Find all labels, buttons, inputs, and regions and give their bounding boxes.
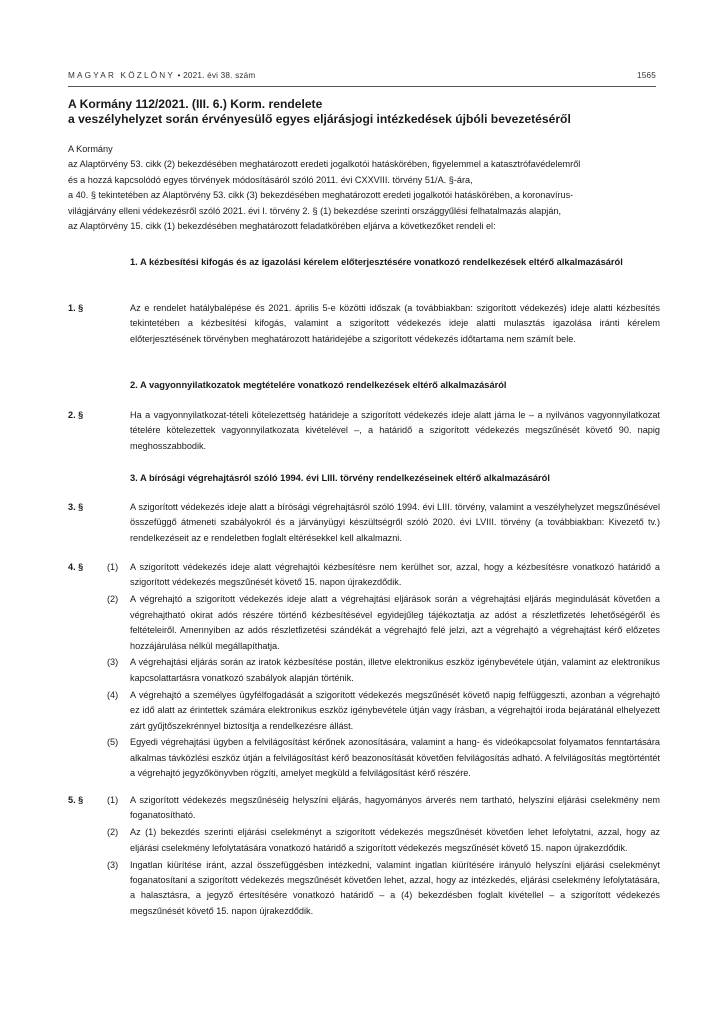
subsection-number: (3) <box>107 859 119 870</box>
subsection-number: (3) <box>107 657 119 668</box>
subsection-number: (2) <box>107 827 119 838</box>
paragraph-number: 5. § <box>68 795 84 805</box>
journal-name: MAGYAR KÖZLÖNY <box>68 71 176 80</box>
paragraph-4 <box>68 560 660 783</box>
paragraph-text: Az e rendelet hatálybalépése és 2021. április 5-e közötti időszak (a továbbiakban: szigorított védekezés) ideje alatti kézbesítés tekintetében a kézbesítési kifogás, valamint a szigorított védekezés ideje alatti mulasztás igazolása iránti kérelem előterjesztésének törvényben meghatározott határidejébe a szigorított védekezés időtartama nem számít bele. <box>130 303 660 344</box>
subsection <box>107 858 660 920</box>
subsection-number: (5) <box>107 737 119 748</box>
paragraph-1 <box>68 301 660 347</box>
paragraph-number: 4. § <box>68 562 84 572</box>
subsection-text: A szigorított védekezés ideje alatt végrehajtói kézbesítésre nem kerülhet sor, azzal, hogy a kézbesítésre vonatkozó határidő a szigorított védekezés megszűnését követő 15. napon újrakezdődik. <box>130 562 660 588</box>
section-heading-3: 3. A bírósági végrehajtásról szóló 1994. évi LIII. törvény rendelkezéseinek eltérő alkalmazásáról <box>130 473 550 483</box>
decree-title <box>68 97 668 127</box>
header-divider <box>68 86 656 87</box>
subsection-text: Ingatlan kiürítése iránt, azzal összefüggésben intézkedni, valamint ingatlan kiürítésére irányuló helyszíni eljárási cselekményt foganatosítani a szigorított védekezés megszűnését követően lehet, azzal, hogy az intézkedés, eljárási cselekmény lefolytatására, a halasztásra, a jegyző értesítésére vonatkozó határidő – a (4) bekezdésben foglalt kivétellel – a szigorított védekezés megszűnését követő 15. napon újrakezdődik. <box>130 859 660 916</box>
preamble <box>68 142 658 234</box>
subsection-text: Az (1) bekezdés szerinti eljárási cselekményt a szigorított védekezés megszűnését követően lehet lefolytatni, azzal, hogy az eljárási cselekmény lefolytatására vonatkozó határidő a szigorított védekezés megszűnését követő 15. napon újrakezdődik. <box>130 827 660 853</box>
preamble-line: A Kormány <box>68 144 113 154</box>
paragraph-5 <box>68 793 660 921</box>
subsection <box>107 655 660 686</box>
subsection-number: (1) <box>107 795 119 805</box>
subsection <box>107 793 660 824</box>
issue-number: 2021. évi 38. szám <box>183 71 256 80</box>
preamble-line: a 40. § tekintetében az Alaptörvény 53. cikk (3) bekezdésében meghatározott eredeti jogalkotói hatáskörében, a koronavírus- <box>68 190 574 201</box>
paragraph-number: 1. § <box>68 303 84 313</box>
running-header <box>68 71 656 85</box>
subsection-text: A végrehajtó a személyes ügyfélfogadását a szigorított védekezés megszűnését követő napig felfüggeszti, azonban a végrehajtó ez idő alatt az érintettek számára elektronikus eszköz igénybevétele útján vagy írásban, a végrehajtói iroda bejáratánál elhelyezett zárt gyűjtőszekrénnyel biztosítja a rendelkezésre állást. <box>130 689 660 731</box>
paragraph-text: Ha a vagyonnyilatkozat-tételi kötelezettség határideje a szigorított védekezés ideje alatt járna le – a nyilvános vagyonnyilatkozat tételére kötelezettek vagyonnyilatkozata kivételével –, a határidő a szigorított védekezés megszűnését követő 90. napig meghosszabbodik. <box>130 410 660 451</box>
subsection <box>107 592 660 654</box>
journal-issue: MAGYAR KÖZLÖNY • 2021. évi 38. szám <box>68 71 256 80</box>
paragraph-text: A szigorított védekezés ideje alatt a bírósági végrehajtásról szóló 1994. évi LIII. törvény, valamint a veszélyhelyzet megszűnésével összefüggő átmeneti szabályokról és a járványügyi készültségről szóló 2020. évi LVIII. törvény (a továbbiakban: Kivezető tv.) rendelkezéseit az e rendeletben foglalt eltérésekkel kell alkalmazni. <box>130 502 660 543</box>
subsection-number: (1) <box>107 562 119 572</box>
preamble-line: világjárvány elleni védekezésről szóló 2021. évi I. törvény 2. § (1) bekezdése szerinti országgyűlési felhatalmazás alapján, <box>68 205 562 216</box>
subsection <box>107 825 660 856</box>
preamble-line: és a hozzá kapcsolódó egyes törvények módosításáról szóló 2011. évi CXXVIII. törvény 51/A. §-ára, <box>68 174 473 185</box>
subsection <box>107 560 660 591</box>
section-heading-2: 2. A vagyonnyilatkozatok megtételére vonatkozó rendelkezések eltérő alkalmazásáról <box>130 380 507 390</box>
paragraph-2 <box>68 408 660 454</box>
preamble-line: az Alaptörvény 53. cikk (2) bekezdésében meghatározott eredeti jogalkotói hatáskörében, figyelemmel a katasztrófavédelemről <box>68 159 581 170</box>
section-heading-1: 1. A kézbesítési kifogás és az igazolási kérelem előterjesztésére vonatkozó rendelkezések eltérő alkalmazásáról <box>130 257 623 267</box>
page-number: 1565 <box>636 71 656 80</box>
subsection-text: A végrehajtási eljárás során az iratok kézbesítése postán, illetve elektronikus eszköz igénybevétele útján, valamint az elektronikus kapcsolattartásra vonatkozó szabályok alapján történik. <box>130 657 660 683</box>
subsection-text: Egyedi végrehajtási ügyben a felvilágosítást kérőnek azonosítására, valamint a hang- és videókapcsolat folyamatos fenntartására alkalmas távközlési eszköz útján a felvilágosítást kérő beazonosítását követően felvilágosítás adható. A felvilágosítás megtörténtét a végrehajtó jegyzőkönyvben rögzíti, amelyet megküld a felvilágosítást kérő részére. <box>130 737 660 779</box>
paragraph-3 <box>68 500 660 546</box>
paragraph-number: 2. § <box>68 410 84 420</box>
subsection <box>107 735 660 781</box>
subsection-number: (2) <box>107 594 119 605</box>
subsection-number: (4) <box>107 689 119 700</box>
decree-title-line-1: A Kormány 112/2021. (III. 6.) Korm. rendelete <box>68 97 323 111</box>
decree-title-line-2: a veszélyhelyzet során érvényesülő egyes eljárásjogi intézkedések újbóli bevezetéséről <box>68 112 571 126</box>
subsection-text: A szigorított védekezés megszűnéséig helyszíni eljárás, hagyományos árverés nem tartható, helyszíni eljárási cselekmény nem foganatosítható. <box>130 795 660 821</box>
paragraph-number: 3. § <box>68 502 84 512</box>
preamble-line: az Alaptörvény 15. cikk (1) bekezdésében meghatározott feladatkörében eljárva a következőket rendeli el: <box>68 221 496 232</box>
subsection <box>107 688 660 734</box>
subsection-text: A végrehajtó a szigorított védekezés ideje alatt a végrehajtási eljárások során a végrehajtási eljárás megindulását követően a végrehajtható okirat adós részére történő kézbesítésével egyidejűleg tájékoztatja az adóst a részletfizetés lehetőségéről és feltételeiről. Amennyiben az adós részletfizetési szándékát a végrehajtó felé jelzi, azt a végrehajtó a végrehajtást kérő előzetes hozzájárulása nélkül megállapíthatja. <box>130 594 660 651</box>
